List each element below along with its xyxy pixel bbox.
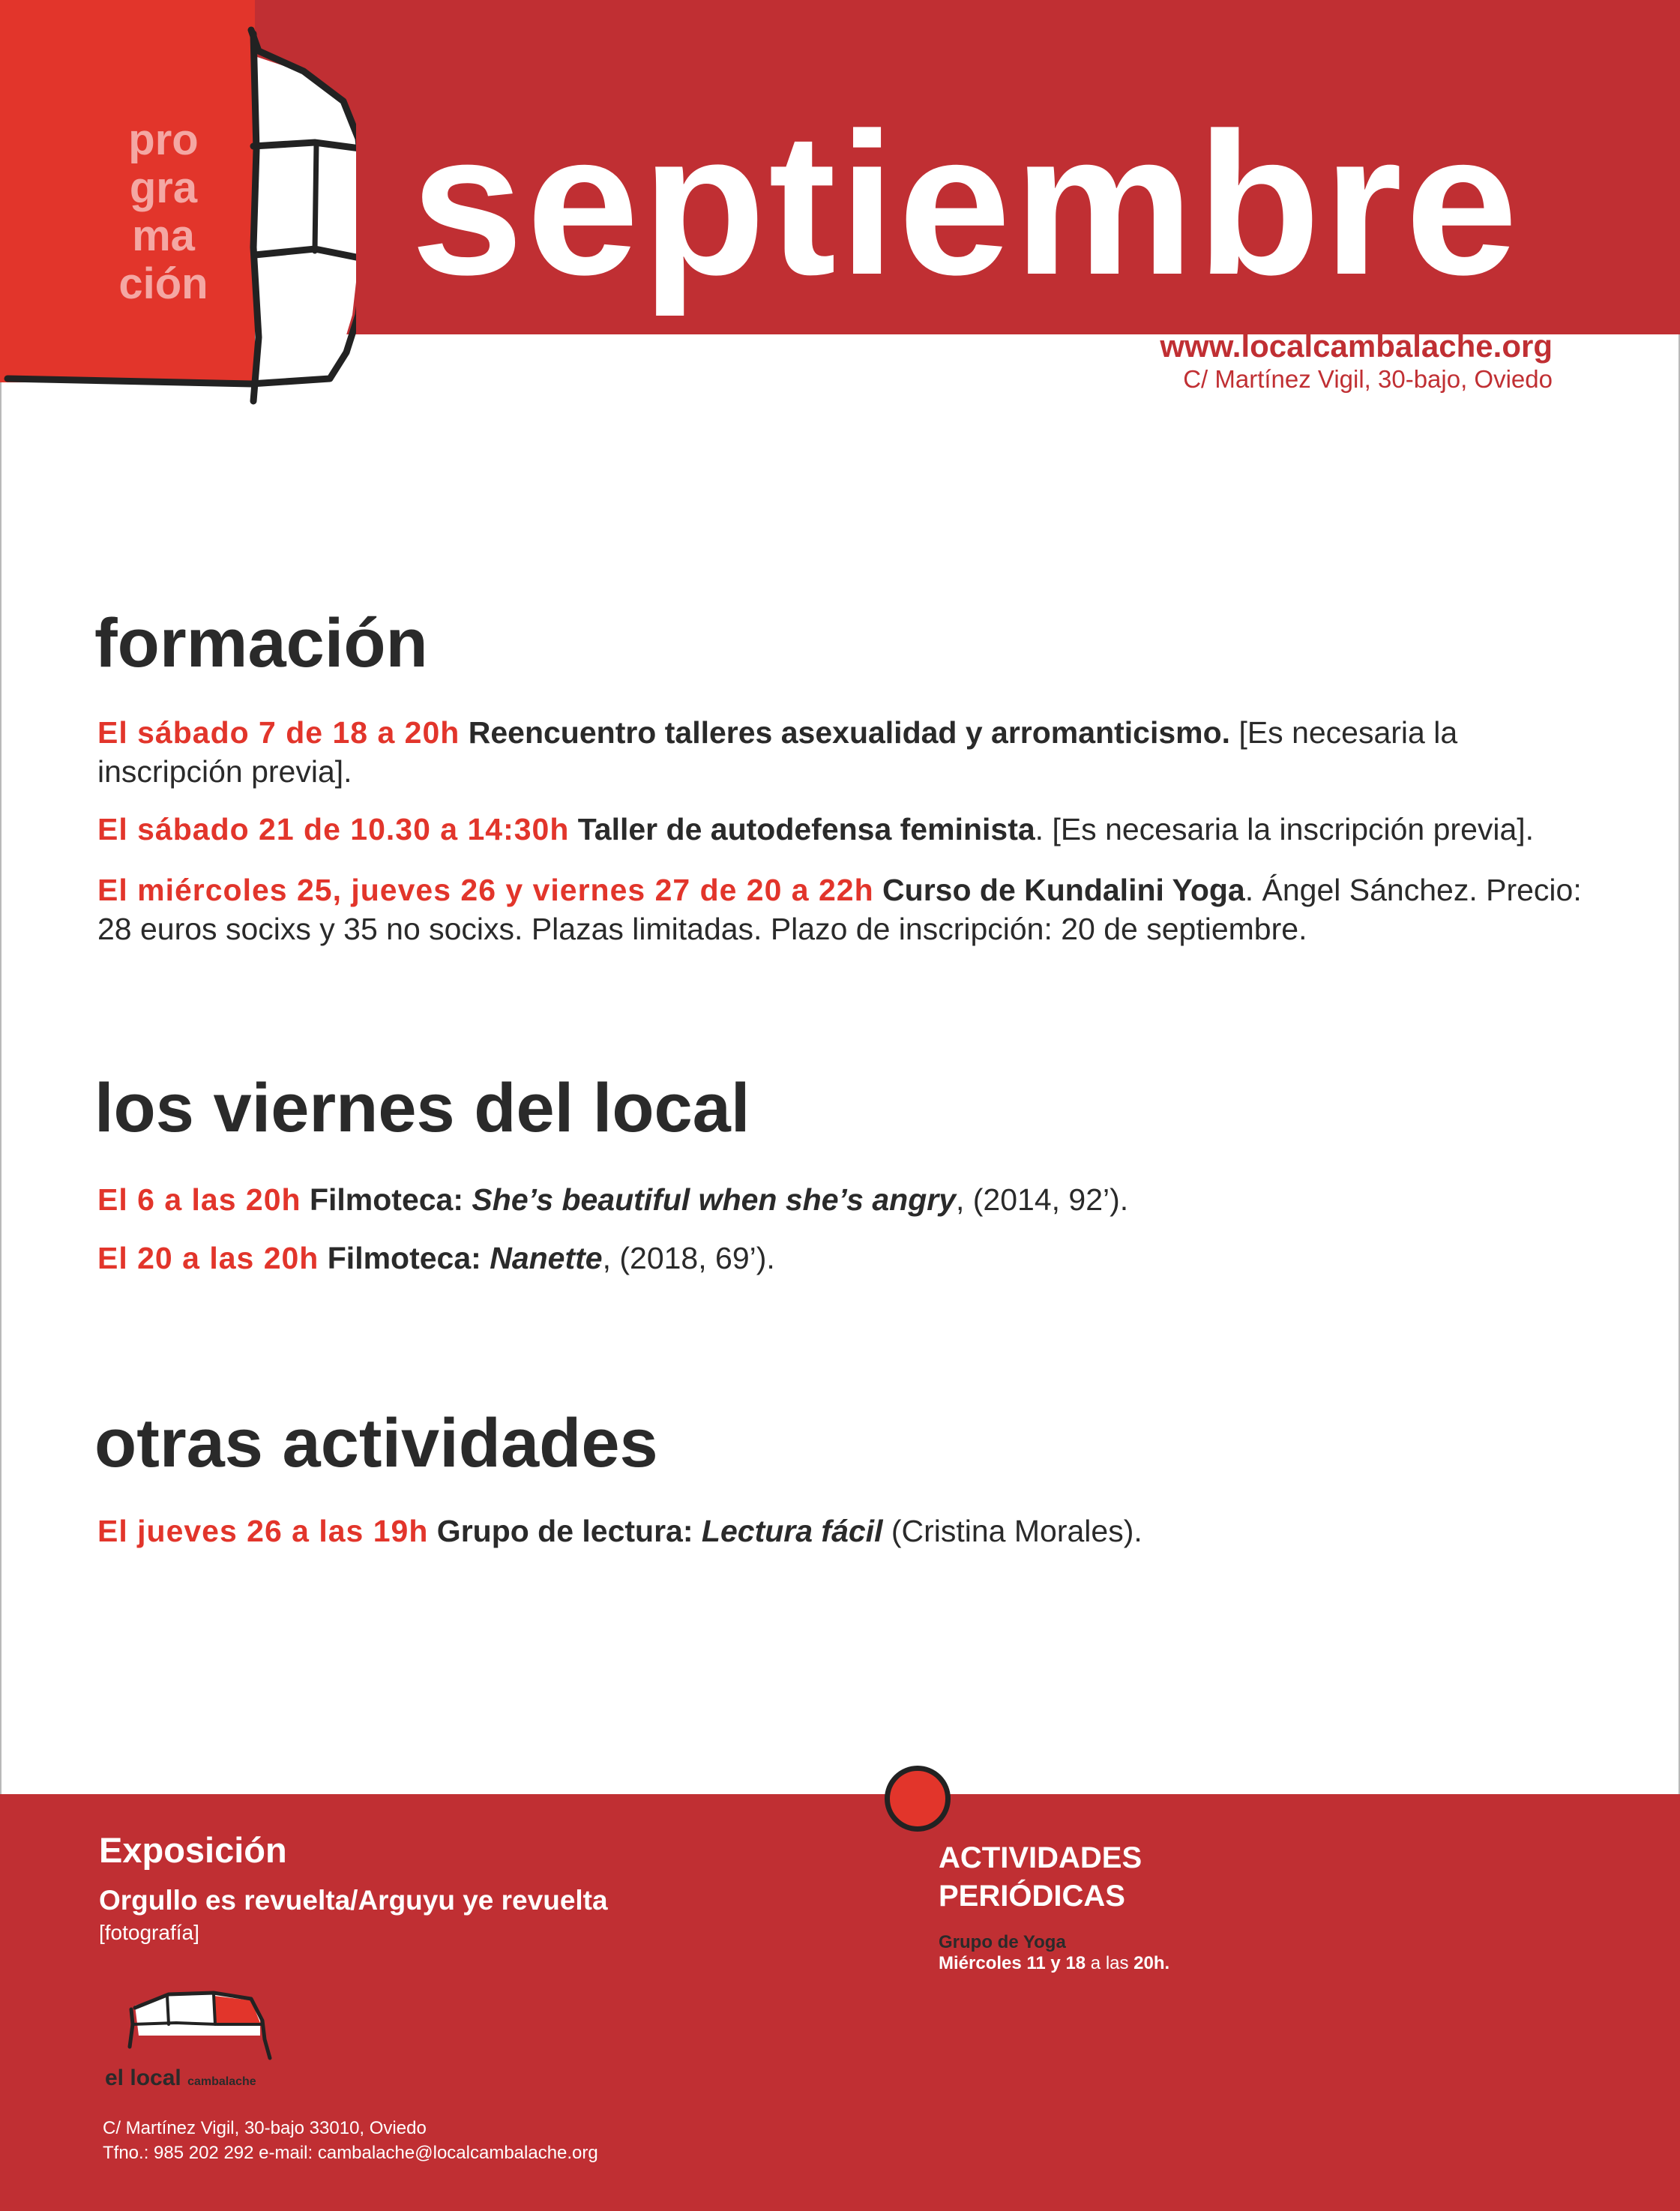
event-item	[97, 1239, 1597, 1278]
prog-line: gra	[129, 163, 198, 212]
prog-line: pro	[128, 115, 199, 164]
exposition-type: [fotografía]	[99, 1921, 199, 1944]
event-detail: . Ángel Sánchez. Precio: 28 euros socixs y 35 no socixs. Plazas limitadas. Plazo de inscripción: 20 de septiembre.	[97, 873, 1582, 946]
section-title-formacion: formación	[94, 605, 428, 682]
local-name-main: el local	[105, 2066, 181, 2090]
periodic-time: 20h.	[1133, 1953, 1170, 1973]
event-item	[97, 1180, 1597, 1219]
event-detail: , (2014, 92’).	[956, 1182, 1129, 1217]
event-when: El sábado 21 de 10.30 a 14:30h	[97, 812, 570, 846]
footer-address: C/ Martínez Vigil, 30-bajo 33010, Oviedo	[103, 2118, 427, 2138]
section-title-otras: otras actividades	[94, 1405, 658, 1481]
event-item	[97, 870, 1597, 948]
event-what: Filmoteca:	[327, 1241, 481, 1275]
event-when: El jueves 26 a las 19h	[97, 1514, 429, 1548]
event-what: Reencuentro talleres asexualidad y arromanticismo.	[468, 715, 1231, 750]
event-when: El miércoles 25, jueves 26 y viernes 27 de 20 a 22h	[97, 873, 874, 907]
event-item	[97, 1511, 1597, 1550]
event-what: Grupo de lectura:	[436, 1514, 693, 1548]
exposition-title: Exposición	[99, 1830, 287, 1870]
footer-contact[interactable]: Tfno.: 985 202 292 e-mail: cambalache@localcambalache.org	[103, 2143, 598, 2163]
periodic-title: ACTIVIDADES PERIÓDICAS	[939, 1841, 1142, 1913]
periodic-activity: Grupo de Yoga	[939, 1932, 1066, 1952]
exposition-name: Orgullo es revuelta/Arguyu ye revuelta	[99, 1885, 608, 1916]
local-logo-icon	[101, 1964, 307, 2077]
event-detail: [Es necesaria la inscripción previa].	[97, 715, 1458, 789]
month-title: septiembre	[411, 91, 1521, 317]
prog-line: ción	[118, 259, 208, 308]
programacion-label	[111, 116, 216, 308]
event-item	[97, 810, 1597, 849]
header-address: C/ Martínez Vigil, 30-bajo, Oviedo	[1183, 365, 1553, 393]
periodic-mid: a las	[1086, 1953, 1134, 1973]
film-title: She’s beautiful when she’s angry	[472, 1182, 956, 1217]
local-name-sub: cambalache	[187, 2075, 256, 2088]
prog-line: ma	[132, 211, 195, 260]
event-detail: . [Es necesaria la inscripción previa].	[1035, 812, 1535, 846]
book-title: Lectura fácil	[701, 1514, 883, 1548]
event-when: El sábado 7 de 18 a 20h	[97, 715, 460, 750]
event-what: Filmoteca:	[309, 1182, 464, 1217]
event-detail: , (2018, 69’).	[602, 1241, 775, 1275]
local-name	[105, 2066, 256, 2091]
event-item	[97, 713, 1597, 791]
event-what: Curso de Kundalini Yoga	[882, 873, 1245, 907]
event-when: El 20 a las 20h	[97, 1241, 319, 1275]
periodic-days: Miércoles 11 y 18	[939, 1953, 1086, 1973]
circle-icon	[885, 1766, 951, 1832]
section-title-viernes: los viernes del local	[94, 1070, 750, 1146]
event-when: El 6 a las 20h	[97, 1182, 301, 1217]
event-detail: (Cristina Morales).	[882, 1514, 1142, 1548]
website-link[interactable]: www.localcambalache.org	[1160, 328, 1553, 364]
event-what: Taller de autodefensa feminista	[577, 812, 1035, 846]
periodic-schedule	[939, 1953, 1169, 1974]
film-title: Nanette	[490, 1241, 603, 1275]
